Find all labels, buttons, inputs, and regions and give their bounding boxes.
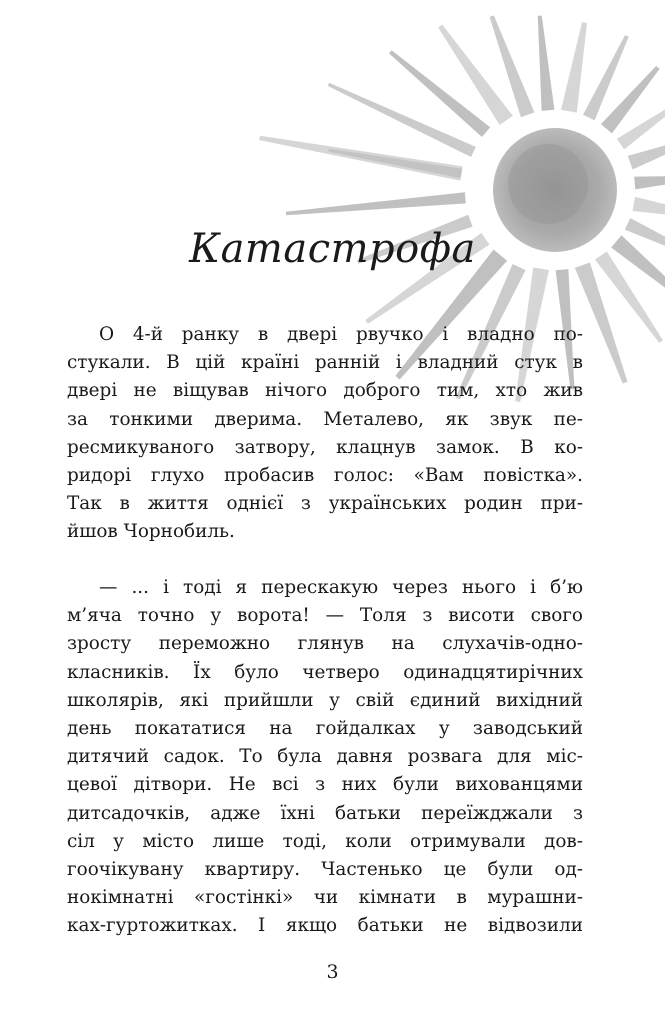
paragraph-body — [67, 574, 583, 941]
sun-ray — [389, 50, 490, 137]
text-line: ресмикуваного затвору, клацнув замок. В ко- — [67, 436, 583, 458]
text-line: м’яча точно у ворота! — Толя з висоти свого — [67, 605, 583, 627]
text-line: стукали. В цій країні ранній і владний стук в — [67, 352, 583, 374]
text-line: дитсадочків, адже їхні батьки переїжджали з — [67, 802, 583, 824]
sun-ray — [538, 15, 555, 110]
paragraph-2 — [67, 574, 583, 941]
text-line: О 4-й ранку в двері рвучко і владно по- — [99, 324, 583, 345]
text-line: гоочікувану квартиру. Частенько це були од- — [67, 859, 583, 881]
paragraph-1 — [67, 321, 583, 547]
text-line: день покататися на гойдалках у заводський — [67, 718, 583, 740]
text-line: класників. Їх було четверо одинадцятирічних — [67, 661, 583, 683]
sun-ray — [286, 192, 466, 215]
text-line: сіл у місто лише тоді, коли отримували дов- — [67, 830, 583, 852]
text-line: двері не віщував нічого доброго тим, хто жив — [67, 380, 583, 402]
text-line: дитячий садок. То була давня розвага для міс- — [67, 746, 583, 768]
text-line: цевої дітвори. Не всі з них були вихованцями — [67, 774, 583, 796]
sun-ray — [634, 176, 665, 190]
sun-ray — [259, 136, 463, 181]
text-line: нокімнатні «гостінкі» чи кімнати в мурашни- — [67, 887, 583, 909]
sun-ray — [328, 83, 476, 157]
text-line: ках-гуртожитках. І якщо батьки не відвозили — [67, 915, 583, 937]
paragraph-body — [67, 321, 583, 547]
text-line: зросту переможно глянув на слухачів-одно- — [67, 633, 583, 655]
sun-ray — [633, 197, 665, 218]
text-line: школярів, які прийшли у свій єдиний вихідний — [67, 689, 583, 711]
sun-ray — [561, 22, 587, 112]
page-number: 3 — [326, 961, 339, 983]
text-line: Так в життя однієї з українських родин при- — [67, 493, 583, 515]
text-line: — ... і тоді я перескакую через нього і б’ю — [99, 577, 583, 598]
text-line: йшов Чорнобиль. — [67, 521, 235, 543]
text-line: ридорі глухо пробасив голос: «Вам повістка». — [67, 465, 583, 487]
sun-ray — [628, 138, 665, 169]
chapter-title: Катастрофа — [189, 226, 476, 272]
text-line: за тонкими дверима. Металево, як звук пе- — [67, 408, 583, 430]
